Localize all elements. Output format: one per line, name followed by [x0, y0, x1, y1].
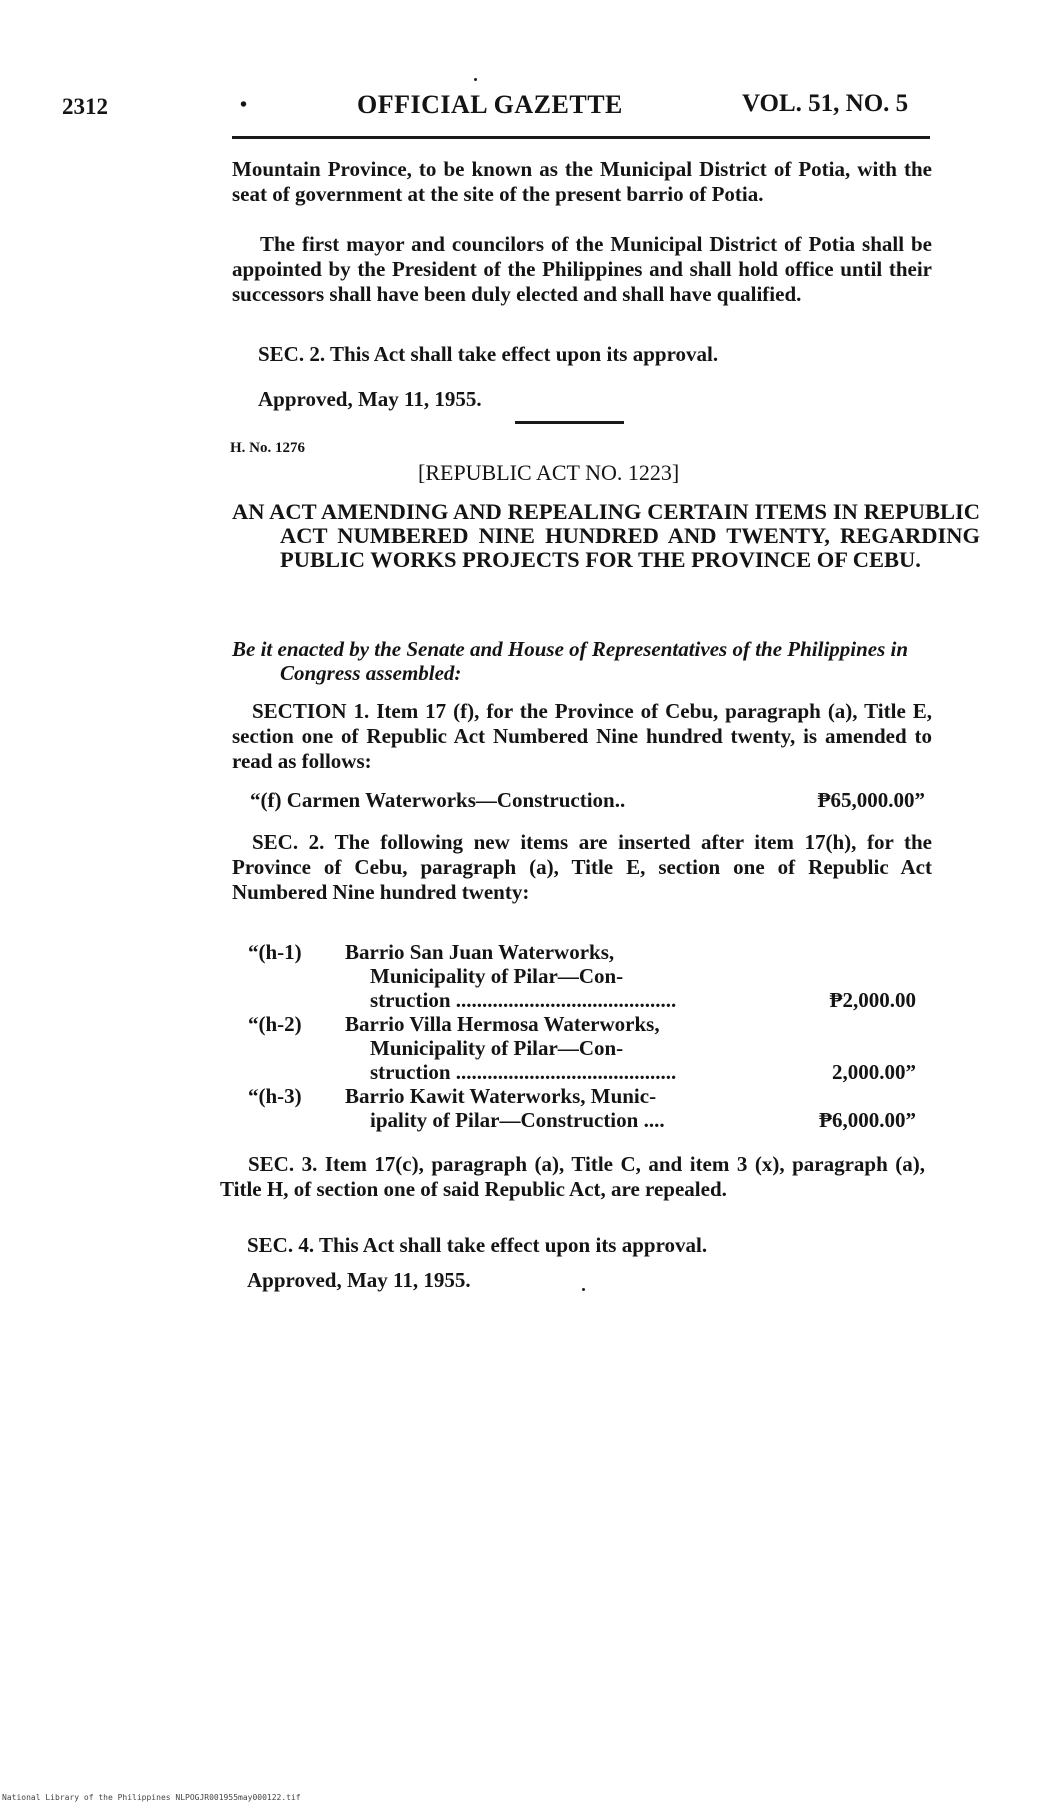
item-h3-code: “(h-3) [248, 1084, 302, 1108]
item-h2-line3: struction .......................................... [370, 1060, 677, 1084]
previous-act-paragraph-2: The first mayor and councilors of the Municipal District of Potia shall be appointed by the President of the Philippines and shall hold office until their successors shall have been duly elected and shall have qualified. [232, 232, 932, 306]
header-rule [232, 136, 930, 139]
previous-act-approved: Approved, May 11, 1955. [258, 387, 482, 411]
scan-source-footer: National Library of the Philippines NLPOGJR001955may000122.tif [2, 1793, 301, 1802]
item-h2-line2: Municipality of Pilar—Con- [370, 1036, 624, 1060]
item-h1-line1: Barrio San Juan Waterworks, [345, 940, 615, 964]
item-f-label: “(f) Carmen Waterworks—Construction.. [250, 788, 626, 812]
item-h3-amount: ₱6,000.00” [819, 1108, 916, 1132]
inserted-items-list [248, 940, 928, 1140]
publication-title: OFFICIAL GAZETTE [357, 90, 623, 119]
item-h3-line1: Barrio Kawit Waterworks, Munic- [345, 1084, 657, 1108]
republic-act-number: [REPUBLIC ACT NO. 1223] [418, 460, 680, 485]
section-3: SEC. 3. Item 17(c), paragraph (a), Title C, and item 3 (x), paragraph (a), Title H, of section one of said Republic Act, are repealed. [220, 1152, 925, 1201]
item-h2-code: “(h-2) [248, 1012, 302, 1036]
volume-number: VOL. 51, NO. 5 [742, 90, 909, 117]
item-h1-code: “(h-1) [248, 940, 302, 964]
page-number: 2312 [62, 94, 108, 119]
section-1: SECTION 1. Item 17 (f), for the Province of Cebu, paragraph (a), Title E, section one of Republic Act Numbered Nine hundred twenty, is amended to read as follows: [232, 699, 932, 773]
item-h1-line3: struction .......................................... [370, 988, 677, 1012]
section-4: SEC. 4. This Act shall take effect upon its approval. [247, 1233, 708, 1257]
scan-speck [474, 78, 477, 81]
item-f-amount: ₱65,000.00” [817, 788, 925, 812]
item-h2-amount: 2,000.00” [832, 1060, 916, 1084]
item-h3-line2: ipality of Pilar—Construction .... [370, 1108, 665, 1132]
section-2: SEC. 2. The following new items are inserted after item 17(h), for the Province of Cebu, paragraph (a), Title E, section one of Republic Act Numbered Nine hundred twenty: [232, 830, 932, 904]
item-h1-amount: ₱2,000.00 [829, 988, 916, 1012]
page-header [62, 90, 932, 130]
scan-speck [582, 1288, 585, 1291]
item-h1-line2: Municipality of Pilar—Con- [370, 964, 624, 988]
previous-act-section-2: SEC. 2. This Act shall take effect upon its approval. [258, 342, 719, 366]
enacting-clause: Be it enacted by the Senate and House of Representatives of the Philippines in Congress assembled: [232, 637, 909, 685]
item-h2-line1: Barrio Villa Hermosa Waterworks, [345, 1012, 660, 1036]
act-approved: Approved, May 11, 1955. [247, 1268, 471, 1292]
section-divider [515, 421, 624, 424]
act-title: AN ACT AMENDING AND REPEALING CERTAIN ITEMS IN REPUBLIC ACT NUMBERED NINE HUNDRED AND TWENTY, REGARDING PUBLIC WORKS PROJECTS FOR THE PROVINCE OF CEBU. [232, 499, 980, 572]
previous-act-paragraph-1: Mountain Province, to be known as the Municipal District of Potia, with the seat of government at the site of the present barrio of Potia. [232, 157, 932, 206]
house-bill-number: H. No. 1276 [230, 440, 305, 456]
header-mark: • [240, 94, 248, 116]
